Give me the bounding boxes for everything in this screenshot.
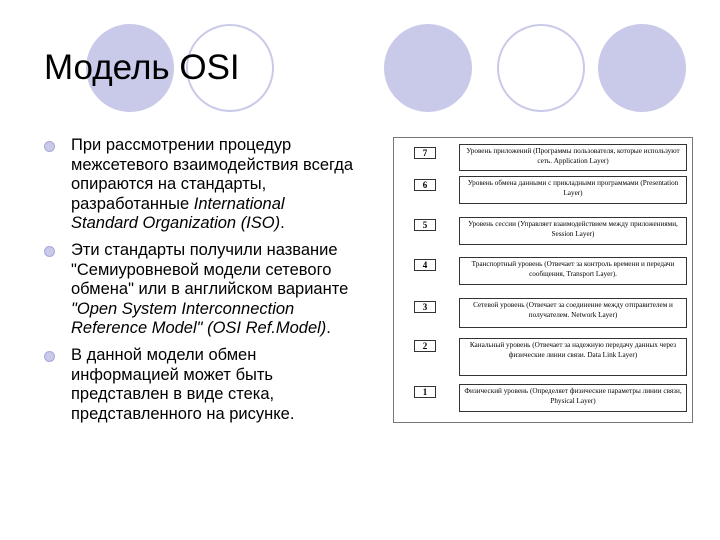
layer-number: 7 [414,147,436,159]
decor-circle [598,24,686,112]
layer-box: Канальный уровень (Отвечает за надежную передачу данных через физические линии связи. Data Link Layer) [459,338,687,376]
bullet-list [44,136,354,431]
decor-circle [384,24,472,112]
bullet-text: При рассмотрении процедур межсетевого взаимодействия всегда опираются на стандарты, разработанные [71,136,354,213]
bullet-tail: . [280,214,285,233]
layer-number: 6 [414,179,436,191]
bullet-italic-text: International Standard Organization (ISO) [71,194,285,233]
bullet-item [44,136,354,234]
bullet-text: Эти стандарты получили название "Семиуровневой модели сетевого обмена" или в английском варианте [71,240,349,299]
slide-title: Модель OSI [44,48,240,87]
bullet-text: В данной модели обмен информацией может быть представлен в виде стека, представленного на рисунке. [71,345,295,423]
decor-circle [497,24,585,112]
layer-box: Транспортный уровень (Отвечает за контроль времени и передачи сообщения, Transport Layer). [459,257,687,285]
layer-number: 5 [414,219,436,231]
bullet-tail: . [326,319,331,338]
layer-box: Уровень обмена данными с прикладными программами (Presentation Layer) [459,176,687,204]
bullet-icon [44,351,55,362]
layer-number: 3 [414,301,436,313]
layer-number: 1 [414,386,436,398]
layer-box: Физический уровень (Определяет физические параметры линии связи, Physical Layer) [459,384,687,412]
bullet-icon [44,141,55,152]
layer-box: Сетевой уровень (Отвечает за соединение между отправителем и получателем. Network Layer) [459,298,687,328]
bullet-icon [44,246,55,257]
bullet-item [44,241,354,339]
bullet-italic-text: "Open System Interconnection Reference Model" (OSI Ref.Model) [71,299,327,338]
bullet-item [44,346,354,424]
osi-layers-diagram [393,137,693,423]
layer-number: 4 [414,259,436,271]
layer-box: Уровень сессии (Управляет взаимодействием между приложениями, Session Layer) [459,217,687,245]
layer-box: Уровень приложений (Программы пользователя, которые используют сеть. Application Layer) [459,144,687,171]
layer-number: 2 [414,340,436,352]
